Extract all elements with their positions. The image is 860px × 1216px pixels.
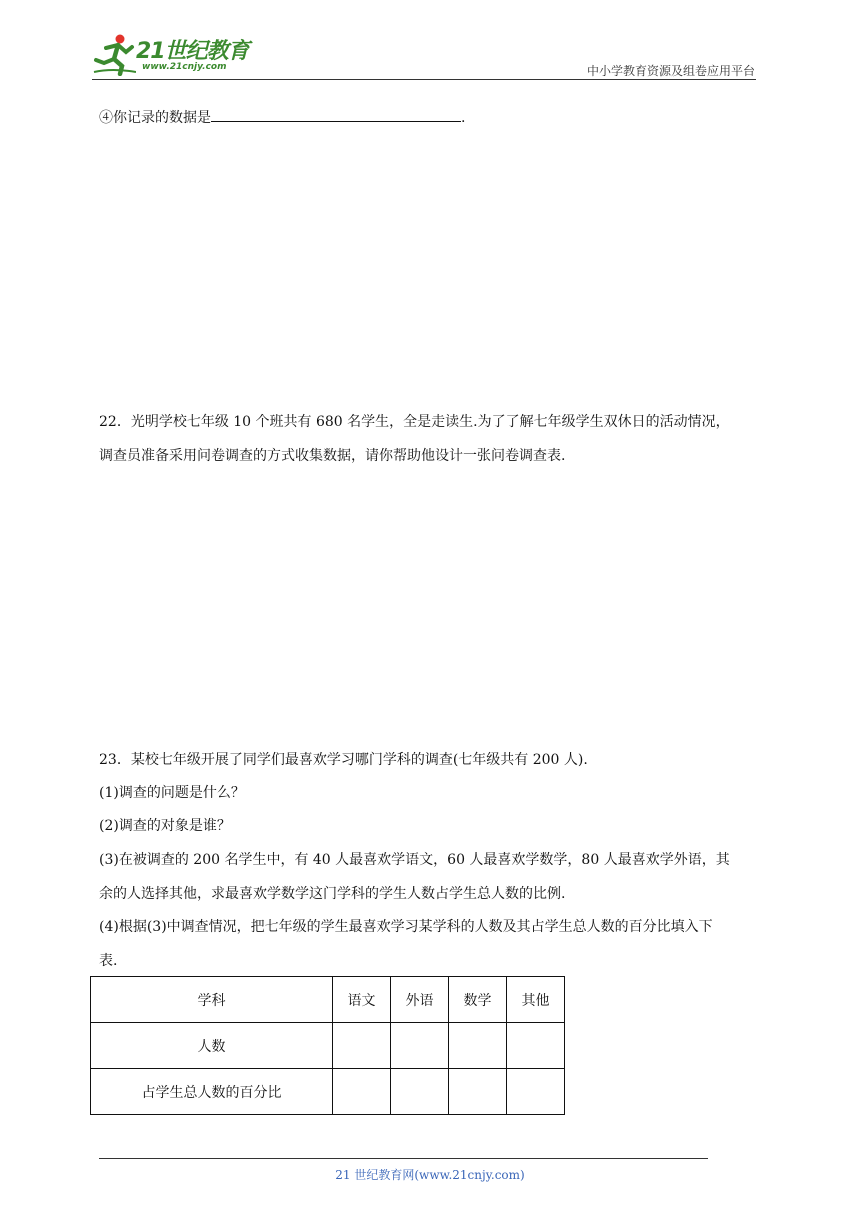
platform-name: 中小学教育资源及组卷应用平台 [586,64,755,78]
q21-item4-suffix: . [461,110,466,126]
table-header-cell: 语文 [333,977,391,1023]
table-cell[interactable] [507,1069,565,1115]
table-row-label: 人数 [91,1023,333,1069]
table-cell[interactable] [449,1069,507,1115]
answer-blank [211,107,461,122]
table-header-cell: 数学 [449,977,507,1023]
table-cell[interactable] [333,1023,391,1069]
q23-part2: (2)调查的对象是谁？ [99,818,231,834]
table-header-cell: 其他 [507,977,565,1023]
table-header-row [91,977,565,1023]
q21-item4 [99,107,465,127]
footer-link[interactable]: 21 世纪教育网(www.21cnjy.com) [335,1168,525,1182]
running-man-icon [92,32,136,76]
table-cell[interactable] [449,1023,507,1069]
header-divider [92,79,756,80]
q23-part3-line2: 余的人选择其他，求最喜欢学数学这门学科的学生人数占学生总人数的比例. [99,886,566,902]
q21-item4-prefix: ④你记录的数据是 [99,110,211,126]
logo-text: 21世纪教育 [136,39,249,64]
table-row [91,1023,565,1069]
q23-part4-line1: (4)根据(3)中调查情况，把七年级的学生最喜欢学习某学科的人数及其占学生总人数的百分比填入下 [99,919,713,935]
q23-part1: (1)调查的问题是什么？ [99,785,245,801]
footer-divider [99,1158,708,1159]
table-cell[interactable] [391,1023,449,1069]
logo-url: www.21cnjy.com [142,62,227,72]
table-header-cell: 外语 [391,977,449,1023]
subject-table [90,976,565,1115]
q23-part4-line2: 表. [99,953,118,969]
table-cell[interactable] [333,1069,391,1115]
q22-line1: 22．光明学校七年级 10 个班共有 680 名学生，全是走读生.为了了解七年级学生双休日的活动情况， [99,414,730,430]
table-cell[interactable] [507,1023,565,1069]
site-logo [92,32,262,80]
table-header-cell: 学科 [91,977,333,1023]
q23-intro: 23．某校七年级开展了同学们最喜欢学习哪门学科的调查(七年级共有 200 人). [99,752,588,768]
q22-line2: 调查员准备采用问卷调查的方式收集数据，请你帮助他设计一张问卷调查表. [99,448,566,464]
q23-part3-line1: (3)在被调查的 200 名学生中，有 40 人最喜欢学语文，60 人最喜欢学数学，80 人最喜欢学外语，其 [99,852,730,868]
table-row-label: 占学生总人数的百分比 [91,1069,333,1115]
table-cell[interactable] [391,1069,449,1115]
table-row [91,1069,565,1115]
